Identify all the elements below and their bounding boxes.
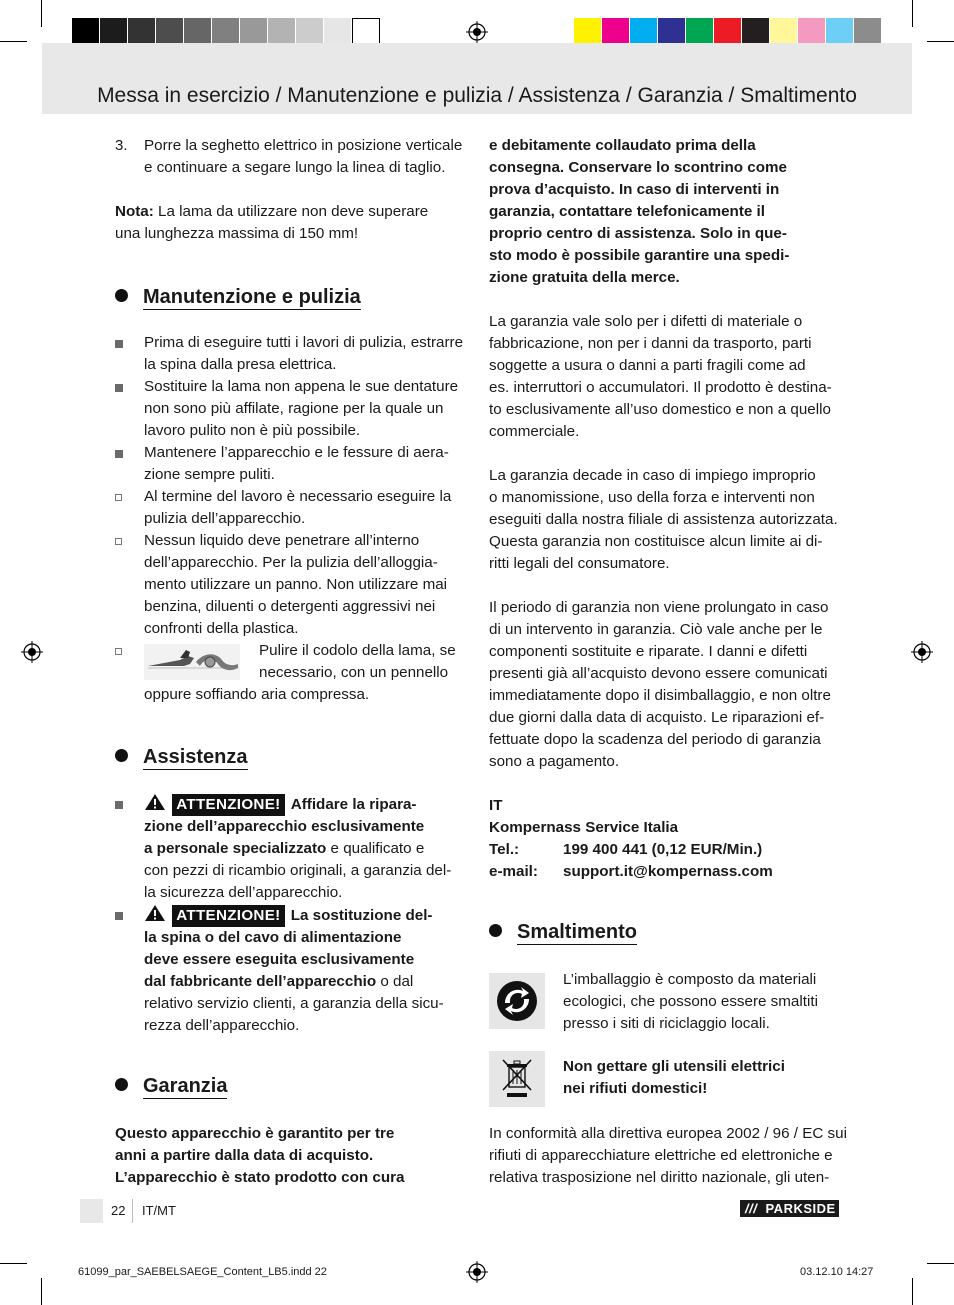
crop-mark (0, 1263, 27, 1264)
color-swatch (686, 18, 714, 46)
open-square-bullet-icon (115, 494, 122, 501)
open-square-bullet-icon (115, 648, 122, 655)
open-square-bullet-icon (115, 538, 122, 545)
bullet-dot-icon (115, 1078, 128, 1091)
color-swatch (574, 18, 602, 46)
list-item: Al termine del lavoro è necessario eseguire la pulizia dell’apparecchio. (115, 486, 470, 530)
slash-icon: /// (745, 1201, 758, 1216)
footer-divider (132, 1199, 133, 1223)
registration-mark-icon (466, 1261, 488, 1283)
warranty-paragraph: La garanzia decade in caso di impiego improprio o manomissione, uso della forza e interventi non eseguiti dalla nostra filiale di assistenza autorizzata. Questa garanzia non costituisce alcun limite ai di- ritti legali del consumatore. (489, 467, 838, 572)
color-swatch (798, 18, 826, 46)
maintenance-list (115, 332, 470, 706)
square-bullet-icon (115, 801, 123, 809)
right-column (489, 135, 849, 883)
color-swatch (72, 18, 100, 46)
color-swatch (714, 18, 742, 46)
crossed-bin-icon (489, 1051, 545, 1107)
weee-warning: Non gettare gli utensili elettrici nei rifiuti domestici! (563, 1058, 785, 1097)
crop-mark (927, 41, 954, 42)
list-item (115, 640, 470, 706)
crop-mark (912, 0, 913, 27)
color-swatch (296, 18, 324, 46)
warranty-bold-paragraph: Questo apparecchio è garantito per tre anni a partire dalla data di acquisto. L’apparecchio è stato prodotto con cura (115, 1125, 405, 1186)
saw-blade-shank-illustration (144, 644, 240, 680)
crop-mark (41, 1278, 42, 1305)
page-title: Messa in esercizio / Manutenzione e pulizia / Assistenza / Garanzia / Smaltimento (97, 84, 857, 107)
color-swatch (212, 18, 240, 46)
note-label: Nota: (115, 203, 154, 220)
square-bullet-icon (115, 912, 123, 920)
list-item: Prima di eseguire tutti i lavori di pulizia, estrarre la spina dalla presa elettrica. (115, 332, 470, 376)
square-bullet-icon (115, 340, 123, 348)
section-heading-maintenance: Manutenzione e pulizia (115, 286, 361, 309)
list-item: Nessun liquido deve penetrare all’interno dell’apparecchio. Per la pulizia dell’alloggia- mento utilizzare un panno. Non utilizzare mai benzina, diluenti o detergenti aggressivi nei confronti della plastica. (115, 530, 470, 640)
step-item (115, 135, 470, 179)
service-contact (489, 795, 849, 883)
service-tel: Tel.: 199 400 441 (0,12 EUR/Min.) (489, 841, 763, 858)
file-slug: 61099_par_SAEBELSAEGE_Content_LB5.indd 22 (78, 1266, 327, 1278)
green-dot-recycling-icon (489, 973, 545, 1029)
square-bullet-icon (115, 450, 123, 458)
crop-mark (0, 41, 27, 42)
note-paragraph: Nota: La lama da utilizzare non deve superare una lunghezza massima di 150 mm! (115, 203, 429, 242)
color-swatch (324, 18, 352, 46)
section-heading-disposal: Smaltimento (489, 921, 637, 944)
service-country: IT (489, 797, 503, 814)
list-item: ATTENZIONE! La sostituzione del- la spina o del cavo di alimentazione deve essere eseguita esclusivamente dal fabbricante dell’apparecchio o dal relativo servizio clienti, a garanzia della sicu- rezza dell’apparecchio. (115, 904, 470, 1037)
packaging-text: L’imballaggio è composto da materiali ecologici, che possono essere smaltiti presso i siti di riciclaggio locali. (563, 971, 818, 1032)
section-heading-warranty: Garanzia (115, 1075, 227, 1098)
page-number: 22 (111, 1203, 126, 1218)
bullet-dot-icon (115, 289, 128, 302)
color-swatch (770, 18, 798, 46)
warranty-paragraph: La garanzia vale solo per i difetti di materiale o fabbricazione, non per i danni da trasporto, parti soggette a usura o danni a parti fragili come ad es. interruttori o accumulatori. Il prodotto è destina- to esclusivamente all’uso domestico e non a quello commerciale. (489, 313, 832, 440)
language-code: IT/MT (142, 1203, 176, 1218)
list-item: Sostituire la lama non appena le sue dentature non sono più affilate, ragione per la quale un lavoro pulito non è più possibile. (115, 376, 470, 442)
color-swatch (268, 18, 296, 46)
color-swatch (602, 18, 630, 46)
warranty-bold-continued: e debitamente collaudato prima della consegna. Conservare lo scontrino come prova d’acquisto. In caso di interventi in garanzia, contattare telefonicamente il proprio centro di assistenza. Solo in que- sto modo è possibile garantire una spedi- zione gratuita della merce. (489, 137, 790, 286)
warning-triangle-icon (144, 904, 166, 922)
registration-mark-icon (911, 641, 933, 663)
list-item: ATTENZIONE! Affidare la ripara- zione dell’apparecchio esclusivamente a personale specializzato e qualificato e con pezzi di ricambio originali, a garanzia del- la sicurezza dell’apparecchio. (115, 793, 470, 904)
section-heading-assistance: Assistenza (115, 746, 248, 769)
color-swatch (128, 18, 156, 46)
color-swatch (100, 18, 128, 46)
color-swatch (854, 18, 882, 46)
color-swatch (352, 18, 380, 46)
left-column (115, 135, 470, 245)
color-swatch (630, 18, 658, 46)
list-item-text: Pulire il codolo della lama, se necessario, con un pennello (259, 642, 456, 681)
service-name: Kompernass Service Italia (489, 819, 679, 836)
directive-text: In conformità alla direttiva europea 2002 / 96 / EC sui rifiuti di apparecchiature elettriche ed elettroniche e relativa trasposizione nel diritto nazionale, gli uten- (489, 1125, 847, 1186)
color-swatch (826, 18, 854, 46)
step-number: 3. (115, 137, 128, 154)
color-swatch (184, 18, 212, 46)
list-item: Mantenere l’apparecchio e le fessure di aera- zione sempre puliti. (115, 442, 470, 486)
service-email: e-mail: support.it@kompernass.com (489, 863, 773, 880)
list-item-text: oppure soffiando aria compressa. (144, 686, 370, 703)
assistance-list (115, 793, 470, 1037)
registration-mark-icon (21, 641, 43, 663)
bullet-dot-icon (489, 924, 502, 937)
registration-mark-icon (466, 21, 488, 43)
warning-triangle-icon (144, 793, 166, 811)
warning-label: ATTENZIONE! (172, 794, 284, 816)
color-swatch (156, 18, 184, 46)
crop-mark (927, 1263, 954, 1264)
bullet-dot-icon (115, 749, 128, 762)
page-number-box (80, 1199, 103, 1223)
warning-label: ATTENZIONE! (172, 905, 284, 927)
print-date: 03.12.10 14:27 (800, 1266, 874, 1278)
square-bullet-icon (115, 384, 123, 392)
color-swatch (240, 18, 268, 46)
brand-logo: /// PARKSIDE (740, 1200, 839, 1217)
crop-mark (912, 1278, 913, 1305)
crop-mark (41, 0, 42, 27)
step-text: Porre la seghetto elettrico in posizione verticale e continuare a segare lungo la linea di taglio. (144, 137, 463, 176)
color-swatch (658, 18, 686, 46)
color-swatch (742, 18, 770, 46)
warranty-paragraph: Il periodo di garanzia non viene prolungato in caso di un intervento in garanzia. Ciò vale anche per le componenti sostituite e riparate. I danni e difetti presenti già all’acquisto devono essere comunicati immediatamente dopo il disimballaggio, e non oltre due giorni dalla data di acquisto. Le riparazioni ef- fettuate dopo la scadenza del periodo di garanzia sono a pagamento. (489, 599, 831, 770)
